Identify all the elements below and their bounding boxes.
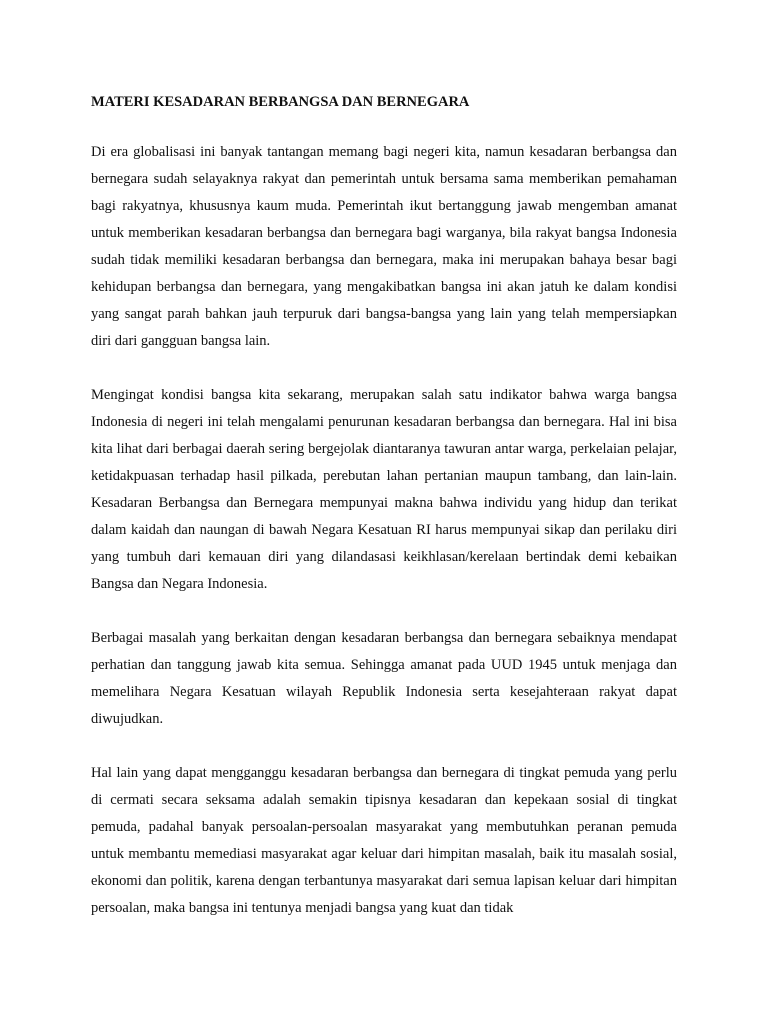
document-title: MATERI KESADARAN BERBANGSA DAN BERNEGARA xyxy=(91,94,470,110)
paragraph-3: Berbagai masalah yang berkaitan dengan kesadaran berbangsa dan bernegara sebaiknya mendapat perhatian dan tanggung jawab kita semua. Sehingga amanat pada UUD 1945 untuk menjaga dan memelihara Negara Kesatuan wilayah Republik Indonesia serta kesejahteraan rakyat dapat diwujudkan. xyxy=(91,630,677,727)
paragraph-1: Di era globalisasi ini banyak tantangan memang bagi negeri kita, namun kesadaran berbangsa dan bernegara sudah selayaknya rakyat dan pemerintah untuk bersama sama memberikan pemahaman bagi rakyatnya, khususnya kaum muda. Pemerintah ikut bertanggung jawab mengemban amanat untuk memberikan kesadaran berbangsa dan bernegara bagi warganya, bila rakyat bangsa Indonesia sudah tidak memiliki kesadaran berbangsa dan bernegara, maka ini merupakan bahaya besar bagi kehidupan berbangsa dan bernegara, yang mengakibatkan bangsa ini akan jatuh ke dalam kondisi yang sangat parah bahkan jauh terpuruk dari bangsa-bangsa yang lain yang telah mempersiapkan diri dari gangguan bangsa lain. xyxy=(91,144,677,349)
paragraph-2: Mengingat kondisi bangsa kita sekarang, merupakan salah satu indikator bahwa warga bangsa Indonesia di negeri ini telah mengalami penurunan kesadaran berbangsa dan bernegara. Hal ini bisa kita lihat dari berbagai daerah sering bergejolak diantaranya tawuran antar warga, perkelaian pelajar, ketidakpuasan terhadap hasil pilkada, perebutan lahan pertanian maupun tambang, dan lain-lain. Kesadaran Berbangsa dan Bernegara mempunyai makna bahwa individu yang hidup dan terikat dalam kaidah dan naungan di bawah Negara Kesatuan RI harus mempunyai sikap dan perilaku diri yang tumbuh dari kemauan diri yang dilandasasi keikhlasan/kerelaan bertindak demi kebaikan Bangsa dan Negara Indonesia. xyxy=(91,387,677,592)
document-page xyxy=(91,92,677,949)
paragraph-4: Hal lain yang dapat mengganggu kesadaran berbangsa dan bernegara di tingkat pemuda yang perlu di cermati secara seksama adalah semakin tipisnya kesadaran dan kepekaan sosial di tingkat pemuda, padahal banyak persoalan-persoalan masyarakat yang membutuhkan peranan pemuda untuk membantu memediasi masyarakat agar keluar dari himpitan masalah, baik itu masalah sosial, ekonomi dan politik, karena dengan terbantunya masyarakat dari semua lapisan keluar dari himpitan persoalan, maka bangsa ini tentunya menjadi bangsa yang kuat dan tidak xyxy=(91,765,677,916)
